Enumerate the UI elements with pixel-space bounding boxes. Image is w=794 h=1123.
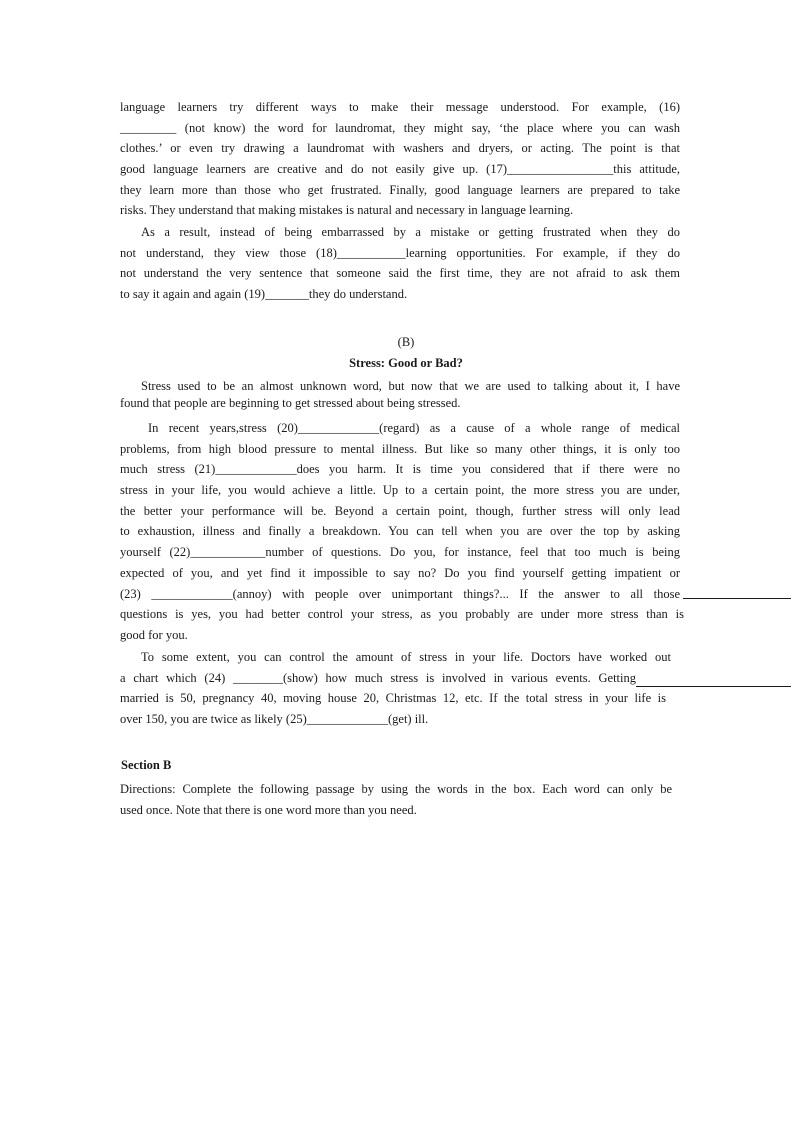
text-line: problems, from high blood pressure to mental illness. But like so many other things, it is only too [120,441,680,456]
passage-b-label: (B) [397,335,415,349]
text-line: clothes.’ or even try drawing a laundromat with washers and dryers, or acting. The point is that [120,141,680,156]
text-line: good language learners are creative and do not easily give up. (17)_________________this attitude, [120,162,680,177]
passage-b-paragraph-3 [120,647,680,730]
text-line: Stress used to be an almost unknown word, but now that we are used to talking about it, I have [141,379,680,393]
text-line: a chart which (24) ________(show) how much stress is involved in various events. Getting [120,670,636,685]
text-line: good for you. [120,627,188,642]
text-line: to say it again and again (19)_______they do understand. [120,287,408,302]
text-line: to exhaustion, illness and finally a breakdown. You can tell when you are over the top by asking [120,524,680,539]
passage-a-paragraph-2 [120,222,680,305]
text-line: questions is yes, you had better control your stress, as you probably are under more stress than is [120,607,684,622]
passage-b-title: Stress: Good or Bad? [349,356,463,370]
text-line: risks. They understand that making mistakes is natural and necessary in language learning. [120,203,574,218]
text-line: language learners try different ways to make their message understood. For example, (16) [120,100,680,114]
text-line: (23) _____________(annoy) with people over unimportant things?... If the answer to all those [120,586,680,601]
text-line: To some extent, you can control the amount of stress in your life. Doctors have worked out [141,650,671,664]
stray-rule-line [683,598,791,599]
passage-b-paragraph-1 [120,378,680,411]
stray-rule-line [636,686,791,687]
text-line: over 150, you are twice as likely (25)_____________(get) ill. [120,712,429,727]
text-line: Directions: Complete the following passage by using the words in the box. Each word can only be [120,782,672,796]
text-line: found that people are beginning to get stressed about being stressed. [120,395,461,410]
text-line: yourself (22)____________number of questions. Do you, for instance, feel that too much is being [120,545,680,560]
text-line: not understand the very sentence that someone said the first time, they are not afraid to ask them [120,266,680,281]
text-line: they learn more than those who get frustrated. Finally, good language learners are prepared to take [120,182,680,197]
passage-b-paragraph-2 [120,418,684,646]
text-line: married is 50, pregnancy 40, moving house 20, Christmas 12, etc. If the total stress in your life is [120,691,666,706]
text-line: much stress (21)_____________does you harm. It is time you considered that if there were no [120,462,680,477]
passage-a-paragraph-1 [120,97,680,221]
section-heading: Section B [121,758,172,772]
text-line: _________ (not know) the word for laundromat, they might say, ‘the place where you can wash [120,120,680,135]
section-b-directions [120,779,672,820]
text-line: the better your performance will be. Beyond a certain point, though, further stress will only lead [120,503,680,518]
text-line: In recent years,stress (20)_____________(regard) as a cause of a whole range of medical [148,421,680,435]
text-line: expected of you, and yet find it impossible to say no? Do you find yourself getting impatient or [120,565,680,580]
text-line: stress in your life, you would achieve a little. Up to a certain point, the more stress you are under, [120,483,680,498]
text-line: As a result, instead of being embarrassed by a mistake or getting frustrated when they do [141,225,680,239]
text-line: used once. Note that there is one word more than you need. [120,802,417,817]
text-line: not understand, they view those (18)___________learning opportunities. For example, if they do [120,245,680,260]
